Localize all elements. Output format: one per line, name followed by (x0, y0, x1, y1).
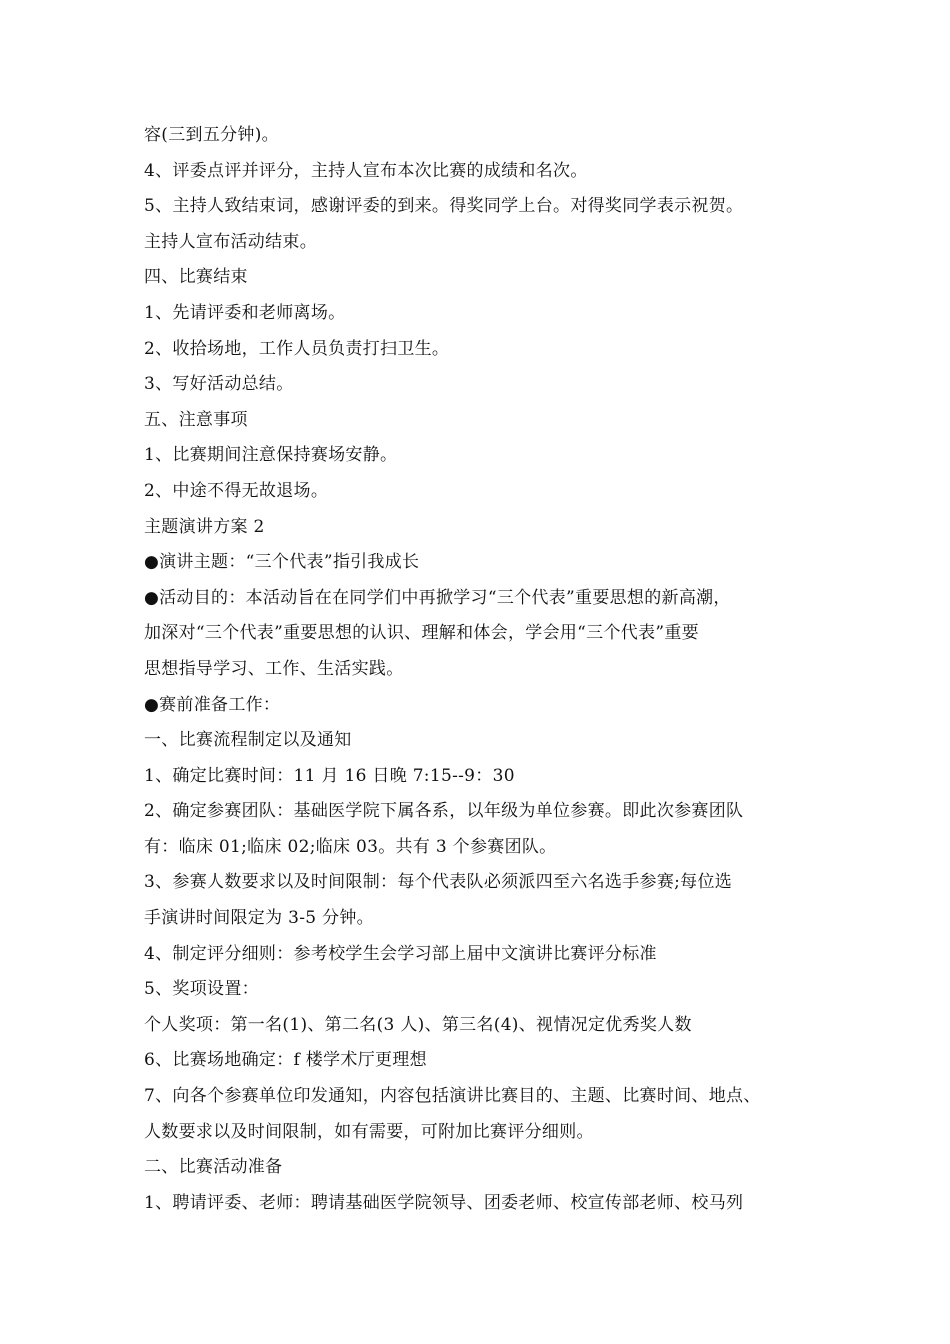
text-line: 4、制定评分细则：参考校学生会学习部上届中文演讲比赛评分标准 (144, 943, 657, 964)
text-line: 1、先请评委和老师离场。 (144, 302, 346, 323)
text-line: 个人奖项：第一名(1)、第二名(3 人)、第三名(4)、视情况定优秀奖人数 (144, 1014, 692, 1035)
document-body (144, 118, 834, 1221)
text-line: 2、收拾场地，工作人员负责打扫卫生。 (144, 338, 450, 359)
text-line: 3、写好活动总结。 (144, 374, 294, 395)
text-line: 2、中途不得无故退场。 (144, 480, 329, 501)
text-line: 主持人宣布活动结束。 (144, 231, 317, 252)
bullet-line: ●活动目的：本活动旨在在同学们中再掀学习“三个代表”重要思想的新高潮， (144, 587, 731, 608)
text-line: 4、评委点评并评分，主持人宣布本次比赛的成绩和名次。 (144, 160, 588, 181)
section-heading: 一、比赛流程制定以及通知 (144, 730, 352, 751)
text-line: 手演讲时间限定为 3-5 分钟。 (144, 908, 374, 929)
text-line: 7、向各个参赛单位印发通知，内容包括演讲比赛目的、主题、比赛时间、地点、 (144, 1086, 761, 1107)
text-line: 人数要求以及时间限制，如有需要，可附加比赛评分细则。 (144, 1121, 594, 1142)
text-line: 2、确定参赛团队：基础医学院下属各系，以年级为单位参赛。即此次参赛团队 (144, 801, 744, 822)
section-heading: 二、比赛活动准备 (144, 1157, 283, 1178)
text-line: 容(三到五分钟)。 (144, 125, 279, 145)
text-line: 6、比赛场地确定：f 楼学术厅更理想 (144, 1050, 427, 1071)
text-line: 5、主持人致结束词，感谢评委的到来。得奖同学上台。对得奖同学表示祝贺。 (144, 196, 744, 217)
bullet-line: ●演讲主题：“三个代表”指引我成长 (144, 552, 420, 573)
text-line: 1、确定比赛时间：11 月 16 日晚 7:15--9：30 (144, 765, 515, 786)
bullet-line: ●赛前准备工作： (144, 694, 281, 715)
text-line: 有：临床 01;临床 02;临床 03。共有 3 个参赛团队。 (144, 836, 557, 857)
section-heading: 四、比赛结束 (144, 267, 248, 288)
text-line: 1、聘请评委、老师：聘请基础医学院领导、团委老师、校宣传部老师、校马列 (144, 1192, 744, 1213)
section-heading: 五、注意事项 (144, 409, 248, 430)
text-line: 3、参赛人数要求以及时间限制：每个代表队必须派四至六名选手参赛;每位选 (144, 872, 733, 893)
text-line: 5、奖项设置： (144, 979, 259, 1000)
text-line: 加深对“三个代表”重要思想的认识、理解和体会，学会用“三个代表”重要 (144, 623, 699, 644)
text-line: 思想指导学习、工作、生活实践。 (144, 658, 404, 679)
document-title: 主题演讲方案 2 (144, 516, 265, 537)
text-line: 1、比赛期间注意保持赛场安静。 (144, 445, 398, 466)
